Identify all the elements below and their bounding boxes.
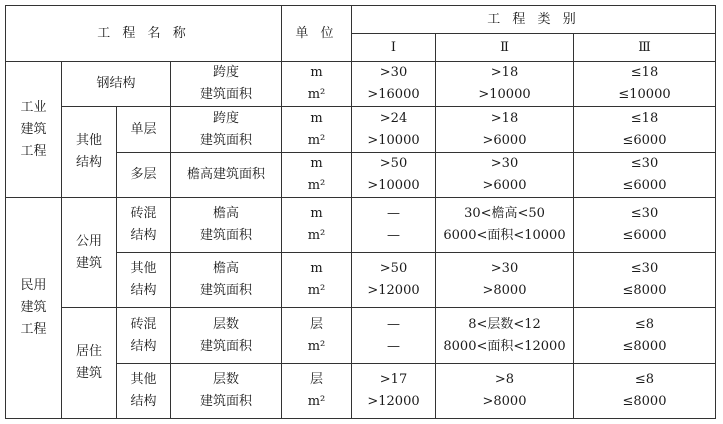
cell-text: >12000 [367,394,420,409]
cell-text: m [310,206,323,221]
cell-text: 民用 [20,278,47,293]
cell-text: 结构 [130,338,157,354]
cell-text: 结构 [130,283,157,298]
cell-text: 层 [309,372,323,387]
cell-text: — [387,228,400,243]
cell-text: 结构 [75,155,102,170]
class3-cell [574,364,716,419]
cell-text: 层 [309,316,323,332]
cell-text: 建筑面积 [199,132,252,148]
class3-cell [574,62,716,107]
class2-cell [436,62,574,107]
cell-text: 砖混 [130,316,157,332]
cell-text: ≤8 [634,316,655,332]
cell-text: 檐高 [212,206,239,221]
cell-text: >6000 [482,132,527,148]
header-row-1 [6,6,716,34]
sub-pub-brick [117,198,171,253]
cell-text: >30 [490,156,519,171]
group-civil [6,198,62,419]
cell-text: 结构 [130,394,157,409]
cell-text: ≤8000 [622,283,667,298]
cell-text: >10000 [478,87,531,102]
item-cell [171,62,282,107]
cell-text: >8 [494,372,515,387]
class2-cell [436,253,574,308]
sub-res-brick [117,308,171,364]
unit-cell [282,62,352,107]
class1-cell [352,153,436,198]
class1-cell [352,364,436,419]
cell-text: >50 [379,261,408,276]
cell-text: ≤30 [630,156,659,171]
class2-cell [436,308,574,364]
class1-cell [352,62,436,107]
cell-text: 8<层数<12 [468,316,541,332]
cell-text: m² [307,338,326,354]
cell-text: >17 [379,372,408,387]
cell-text: m [310,261,323,276]
cell-text: >8000 [482,394,527,409]
unit-cell [282,364,352,419]
cell-text: 建筑面积 [199,394,252,409]
cell-text: >18 [490,65,519,80]
cell-text: m [310,65,323,80]
cell-text: >18 [490,110,519,126]
cell-text: 建筑面积 [199,338,252,354]
cell-text: >10000 [367,132,420,148]
sub-public [62,198,117,308]
cell-text: ≤8 [634,372,655,387]
class1-cell [352,107,436,153]
item-cell [171,107,282,153]
cell-text: m² [307,132,326,148]
cell-text: m² [307,394,326,409]
cell-text: 檐高 [212,261,239,276]
cell-text: 8000<面积<12000 [443,338,566,354]
cell-text: 建筑 [20,300,47,315]
sub-residential [62,308,117,419]
item-cell [171,253,282,308]
cell-text: 建筑 [75,255,102,271]
class2-cell [436,364,574,419]
class2-cell [436,153,574,198]
cell-text: ≤10000 [618,87,671,102]
cell-text: >8000 [482,283,527,298]
cell-text: 层数 [212,316,239,332]
cell-text: 30<檐高<50 [464,206,545,221]
cell-text: — [387,316,400,332]
cell-text: 建筑 [75,366,102,381]
cell-text: ≤6000 [622,178,667,193]
cell-text: m [310,110,323,126]
cell-text: >12000 [367,283,420,298]
cell-text: 建筑面积 [199,228,252,243]
cell-text: 建筑面积 [199,283,252,298]
sub-res-other [117,364,171,419]
class3-cell [574,308,716,364]
cell-text: m² [307,87,326,102]
sub-other-industrial [62,107,117,198]
table-row [6,308,716,364]
cell-text: m² [307,228,326,243]
unit-cell [282,198,352,253]
cell-text: 层数 [212,372,239,387]
unit-cell [282,308,352,364]
engineering-category-table [5,5,716,419]
cell-text: >24 [379,110,408,126]
engineering-category-table-wrapper [5,5,716,419]
cell-text: 砖混 [130,206,157,221]
item-cell [171,308,282,364]
cell-text: ≤30 [630,261,659,276]
cell-text: 其他 [130,372,157,387]
sub-pub-other [117,253,171,308]
unit-cell [282,153,352,198]
cell-text: 居住 [75,344,102,359]
header-class-3: Ⅲ [574,34,716,62]
cell-text: 其他 [130,261,157,276]
class2-cell [436,198,574,253]
unit-cell [282,107,352,153]
cell-text: 工业 [20,99,47,115]
cell-text: ≤6000 [622,132,667,148]
cell-text: >6000 [482,178,527,193]
item-cell [171,198,282,253]
cell-text: >50 [379,156,408,171]
cell-text: ≤30 [630,206,659,221]
table-row [6,198,716,253]
header-class-1: Ⅰ [352,34,436,62]
class3-cell [574,107,716,153]
sub-steel: 钢结构 [62,62,171,107]
cell-text: 结构 [130,228,157,243]
cell-text: 工程 [20,143,47,159]
cell-text: >30 [490,261,519,276]
group-industrial [6,62,62,198]
header-name: 工 程 名 称 [6,6,282,62]
sub-multi: 多层 [117,153,171,198]
cell-text: >16000 [367,87,420,102]
cell-text: 建筑 [20,121,47,137]
class3-cell [574,253,716,308]
class1-cell [352,198,436,253]
cell-text: >10000 [367,178,420,193]
cell-text: m [310,156,323,171]
class3-cell [574,153,716,198]
cell-text: 工程 [20,322,47,337]
class1-cell [352,308,436,364]
cell-text: ≤18 [630,65,659,80]
cell-text: ≤8000 [622,394,667,409]
cell-text: ≤18 [630,110,659,126]
cell-text: — [387,206,400,221]
cell-text: 公用 [75,233,102,249]
cell-text: ≤8000 [622,338,667,354]
cell-text: 跨度 [212,65,239,80]
table-row [6,62,716,107]
cell-text: m² [307,178,326,193]
table-row [6,107,716,153]
item-cell: 檐高建筑面积 [171,153,282,198]
cell-text: 跨度 [212,110,239,126]
cell-text: m² [307,283,326,298]
item-cell [171,364,282,419]
cell-text: — [387,338,400,354]
class3-cell [574,198,716,253]
header-unit: 单 位 [282,6,352,62]
header-category: 工 程 类 别 [352,6,716,34]
class2-cell [436,107,574,153]
cell-text: 建筑面积 [199,87,252,102]
sub-single: 单层 [117,107,171,153]
cell-text: ≤6000 [622,228,667,243]
cell-text: 6000<面积<10000 [443,228,566,243]
cell-text: 其他 [75,133,102,148]
unit-cell [282,253,352,308]
cell-text: >30 [379,65,408,80]
class1-cell [352,253,436,308]
header-class-2: Ⅱ [436,34,574,62]
